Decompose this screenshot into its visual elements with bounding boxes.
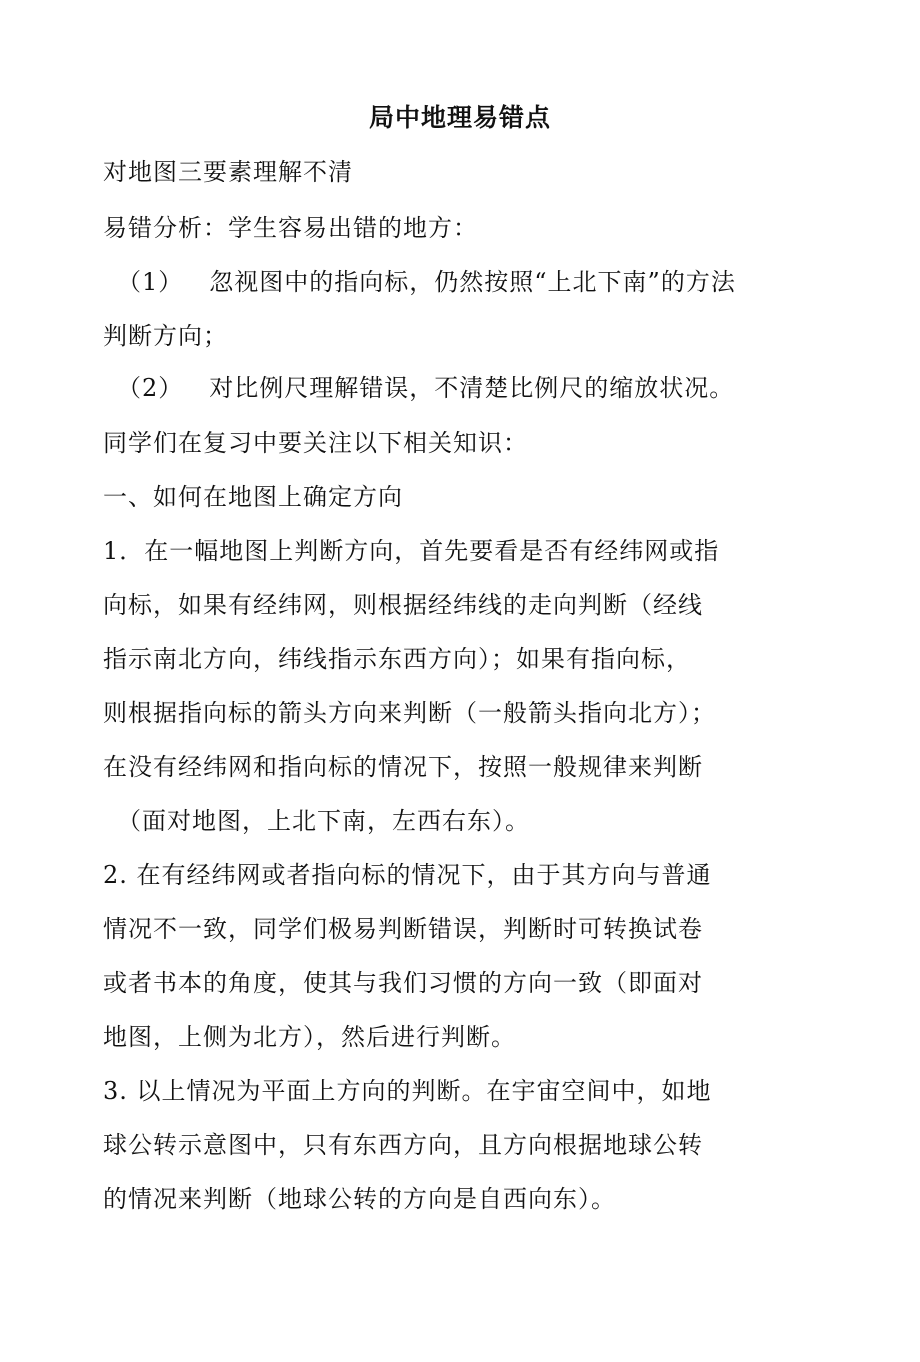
paragraph-line: 3. 以上情况为平面上方向的判断。在宇宙空间中，如地: [103, 1077, 712, 1105]
paragraph-line: 或者书本的角度，使其与我们习惯的方向一致（即面对: [103, 969, 703, 997]
paragraph-line: 判断方向；: [103, 322, 228, 350]
paragraph-line: （面对地图，上北下南，左西右东）。: [117, 807, 530, 835]
paragraph-line: 在没有经纬网和指向标的情况下，按照一般规律来判断: [103, 753, 703, 781]
paragraph-line: 球公转示意图中，只有东西方向，且方向根据地球公转: [103, 1131, 703, 1159]
paragraph-line: 向标，如果有经纬网，则根据经纬线的走向判断（经线: [103, 591, 703, 619]
list-number: （1）: [117, 268, 184, 296]
paragraph-line: 则根据指向标的箭头方向来判断（一般箭头指向北方）；: [103, 699, 716, 727]
paragraph-line: 1．在一幅地图上判断方向，首先要看是否有经纬网或指: [103, 537, 720, 565]
section-heading: 对地图三要素理解不清: [103, 158, 353, 186]
paragraph-line: 2. 在有经纬网或者指向标的情况下，由于其方向与普通: [103, 861, 712, 889]
paragraph-line: 指示南北方向，纬线指示东西方向）；如果有指向标，: [103, 645, 691, 673]
list-text: 忽视图中的指向标，仍然按照“上北下南”的方法: [209, 268, 736, 296]
paragraph-line: 同学们在复习中要关注以下相关知识：: [103, 429, 528, 457]
paragraph-line: 地图，上侧为北方），然后进行判断。: [103, 1023, 516, 1051]
page-title: 局中地理易错点: [368, 103, 551, 132]
paragraph-line: 情况不一致，同学们极易判断错误，判断时可转换试卷: [103, 915, 703, 943]
list-item: [117, 264, 736, 300]
paragraph-line: 的情况来判断（地球公转的方向是自西向东）。: [103, 1185, 616, 1213]
list-number: （2）: [117, 374, 184, 402]
section-heading: 一、如何在地图上确定方向: [103, 483, 403, 511]
list-item: [117, 370, 734, 406]
paragraph-line: 易错分析：学生容易出错的地方：: [103, 214, 478, 242]
list-text: 对比例尺理解错误，不清楚比例尺的缩放状况。: [209, 374, 735, 402]
